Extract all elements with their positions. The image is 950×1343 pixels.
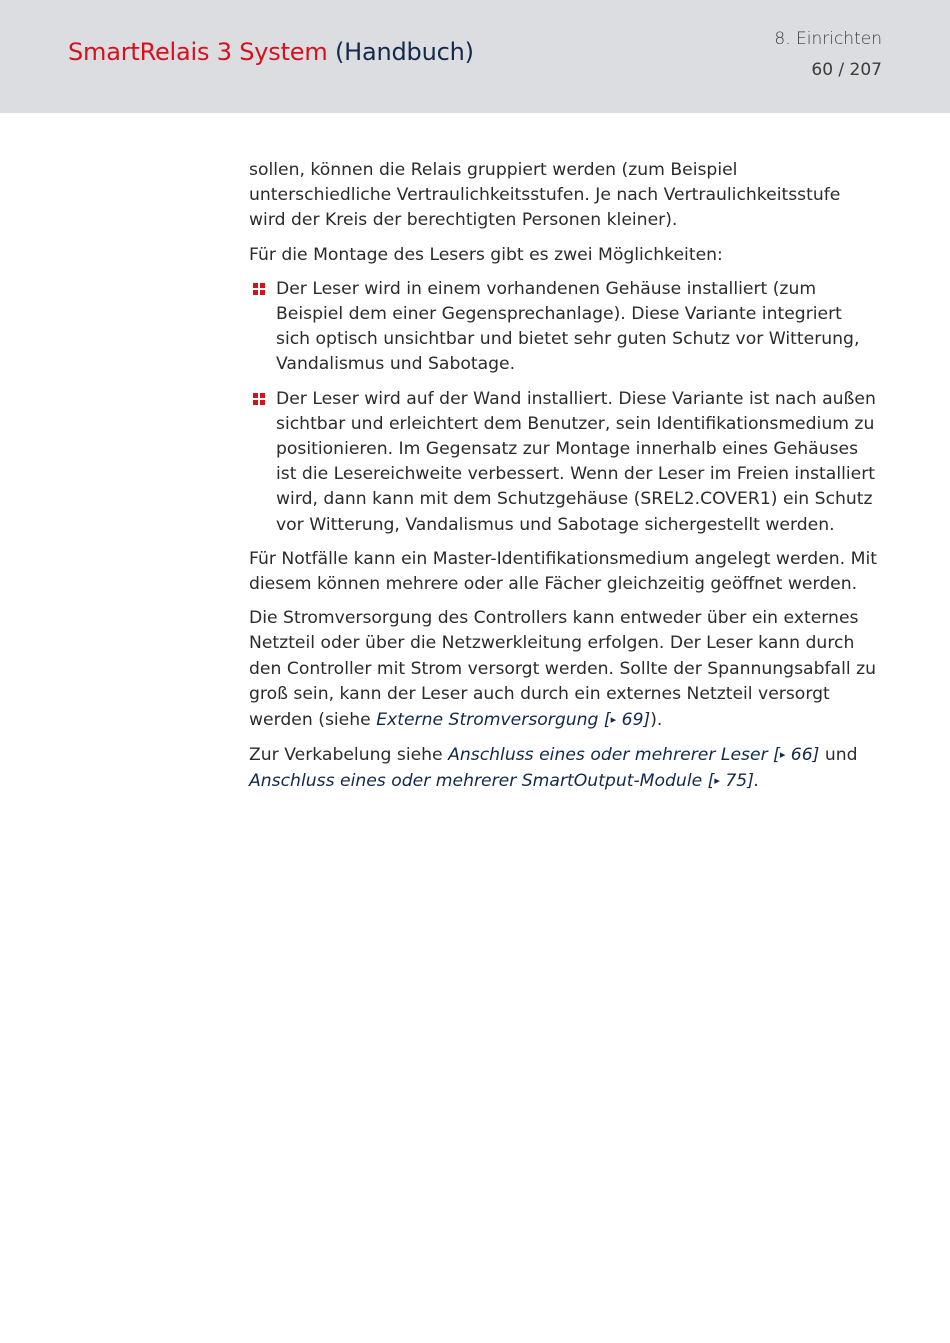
right-triangle-arrow-icon: ▸	[714, 774, 720, 788]
document-title-brand: SmartRelais 3 System	[68, 38, 328, 66]
list-item-text: Der Leser wird auf der Wand installiert. Diese Variante ist nach außen sichtbar und erleichtert dem Benutzer, sein Identifikationsmedium zu positionieren. Im Gegensatz zur Montage innerhalb eines Gehäuses ist die Lesereichweite verbessert. Wenn der Leser im Freien installiert wird, dann kann mit dem Schutzgehäuse (SREL2.COVER1) ein Schutz vor Witterung, Vandalismus und Sabotage sichergestellt werden.	[276, 388, 876, 535]
link-page[interactable]: 69]	[616, 710, 651, 731]
red-bullet-icon	[253, 393, 265, 405]
page-content	[249, 158, 879, 804]
document-title	[68, 38, 474, 66]
red-bullet-icon	[253, 283, 265, 295]
link-page[interactable]: 75]	[719, 771, 754, 792]
link-page[interactable]: 66]	[785, 745, 820, 766]
paragraph-mounting-intro: Für die Montage des Lesers gibt es zwei Möglichkeiten:	[249, 244, 723, 265]
paragraph-text: und	[819, 745, 858, 766]
paragraph-power-supply	[249, 606, 879, 733]
link-text[interactable]: Anschluss eines oder mehrerer Leser [	[448, 745, 780, 766]
link-end[interactable]: .	[753, 771, 760, 792]
right-triangle-arrow-icon: ▸	[779, 748, 786, 762]
link-externe-stromversorgung[interactable]	[376, 710, 650, 730]
page-header	[0, 0, 950, 113]
chapter-label: 8. Einrichten	[774, 29, 882, 49]
list-item-text: Der Leser wird in einem vorhandenen Gehäuse installiert (zum Beispiel dem einer Gegensprechanlage). Diese Variante integriert sich optisch unsichtbar und bietet sehr guten Schutz vor Witterung, Vandalismus und Sabotage.	[276, 278, 860, 375]
paragraph-text: Die Stromversorgung des Controllers kann entweder über ein externes Netzteil oder über die Netzwerkleitung erfolgen. Der Leser kann durch den Controller mit Strom versorgt werden. Sollte der Spannungsabfall zu groß sein, kann der Leser auch durch ein externes Netzteil versorgt werden (siehe	[249, 608, 876, 731]
right-triangle-arrow-icon: ▸	[610, 713, 617, 727]
link-text[interactable]: Anschluss eines oder mehrerer SmartOutput-Module [	[249, 771, 715, 792]
list-item	[249, 387, 879, 538]
paragraph-text: ).	[650, 710, 663, 731]
document-title-subtitle: (Handbuch)	[334, 38, 474, 66]
paragraph-text: Zur Verkabelung siehe	[249, 745, 449, 766]
link-anschluss-smartoutput[interactable]	[249, 771, 759, 791]
link-text[interactable]: Externe Stromversorgung [	[376, 710, 611, 731]
list-item	[249, 277, 879, 378]
paragraph-master-medium: Für Notfälle kann ein Master-Identifikationsmedium angelegt werden. Mit diesem können mehrere oder alle Fächer gleichzeitig geöffnet werden.	[249, 548, 877, 595]
page-number: 60 / 207	[811, 60, 882, 80]
link-anschluss-leser[interactable]	[448, 745, 819, 765]
paragraph-wiring	[249, 742, 879, 794]
paragraph-relais-groups: sollen, können die Relais gruppiert werden (zum Beispiel unterschiedliche Vertraulichkeitsstufen. Je nach Vertraulichkeitsstufe wird der Kreis der berechtigten Personen kleiner).	[249, 160, 841, 231]
